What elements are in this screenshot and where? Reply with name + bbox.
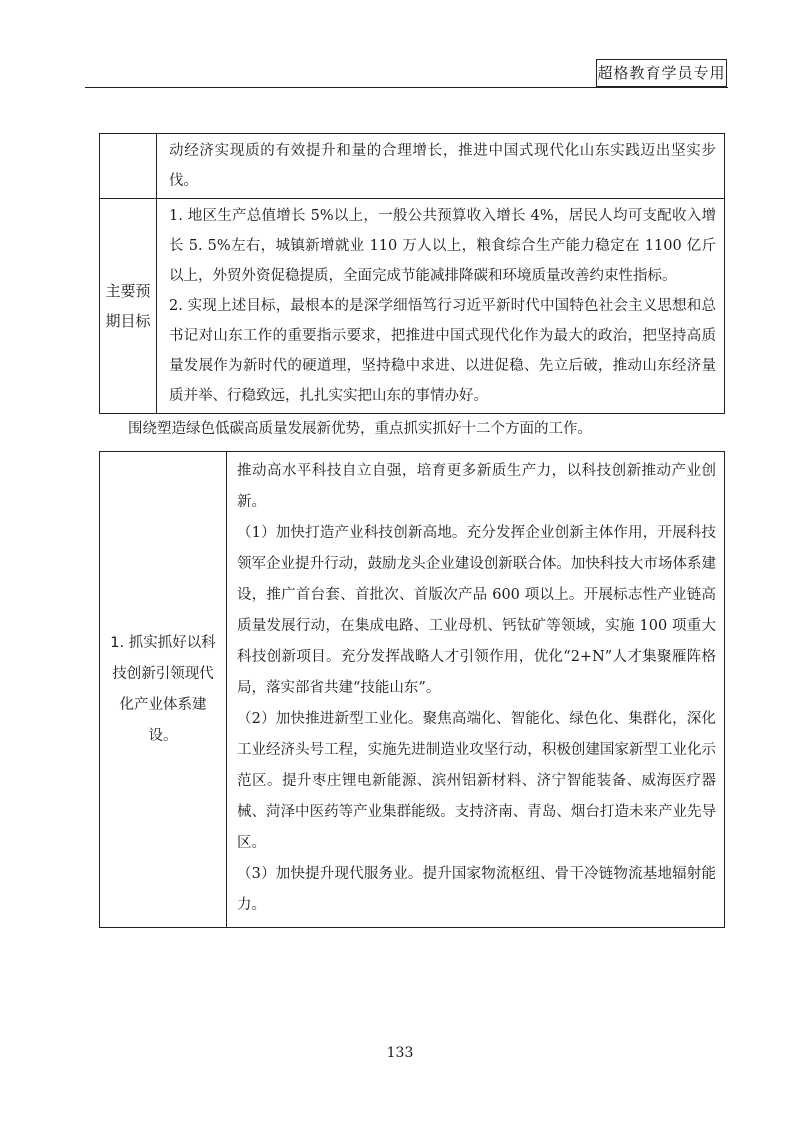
row-content [157,199,725,414]
section-intro-text: 围绕塑造绿色低碳高质量发展新优势，重点抓实抓好十二个方面的工作。 [128,421,592,437]
task-item-3: （3）加快提升现代服务业。提升国家物流枢纽、骨干冷链物流基地辐射能力。 [237,866,716,913]
task-label: 1. 抓实抓好以科技创新引领现代化产业体系建设。 [100,452,227,928]
row-label-goals: 主要预期目标 [100,199,157,414]
task-item-1: （1）加快打造产业科技创新高地。充分发挥企业创新主体作用，开展科技领军企业提升行动，鼓励龙头企业建设创新联合体。加快科技大市场体系建设，推广首台套、首批次、首版次产品 600 项以上。开展标志性产业链高质量发展行动，在集成电路、工业母机、钙钛矿等领域，实施 100 项重大科技创新项目。充分发挥战略人才引领作用，优化“2+N”人才集聚雁阵格局，落实部省共建“技能山东”。 [237,525,716,696]
goals-table [99,133,725,414]
task-content [227,452,725,928]
watermark-stamp: 超格教育学员专用 [596,59,727,87]
table-row [100,134,725,199]
page-number: 133 [386,1045,414,1061]
goals-paragraph-2: 2. 实现上述目标，最根本的是深学细悟笃行习近平新时代中国特色社会主义思想和总书记对山东工作的重要指示要求，把推进中国式现代化作为最大的政治，把坚持高质量发展作为新时代的硬道理，坚持稳中求进、以进促稳、先立后破，推动山东经济量质并举、行稳致远，扎扎实实把山东的事情办好。 [169,298,716,404]
header-rule [85,87,728,88]
table-row [100,199,725,414]
goals-paragraph-1: 1. 地区生产总值增长 5%以上，一般公共预算收入增长 4%，居民人均可支配收入增长 5. 5%左右，城镇新增就业 110 万人以上，粮食综合生产能力稳定在 1100 亿斤以上，外贸外资促稳提质，全面完成节能减排降碳和环境质量改善约束性指标。 [169,208,716,284]
row-label-empty [100,134,157,199]
continuation-text: 动经济实现质的有效提升和量的合理增长，推进中国式现代化山东实践迈出坚实步伐。 [169,143,716,189]
row-content [157,134,725,199]
task-item-2: （2）加快推进新型工业化。聚焦高端化、智能化、绿色化、集群化，深化工业经济头号工程，实施先进制造业攻坚行动，积极创建国家新型工业化示范区。提升枣庄锂电新能源、滨州铝新材料、济宁智能装备、威海医疗器械、菏泽中医药等产业集群能级。支持济南、青岛、烟台打造未来产业先导区。 [237,711,716,851]
task-intro: 推动高水平科技自立自强，培育更多新质生产力，以科技创新推动产业创新。 [237,463,716,510]
table-row [100,452,725,928]
tasks-table [99,451,725,928]
